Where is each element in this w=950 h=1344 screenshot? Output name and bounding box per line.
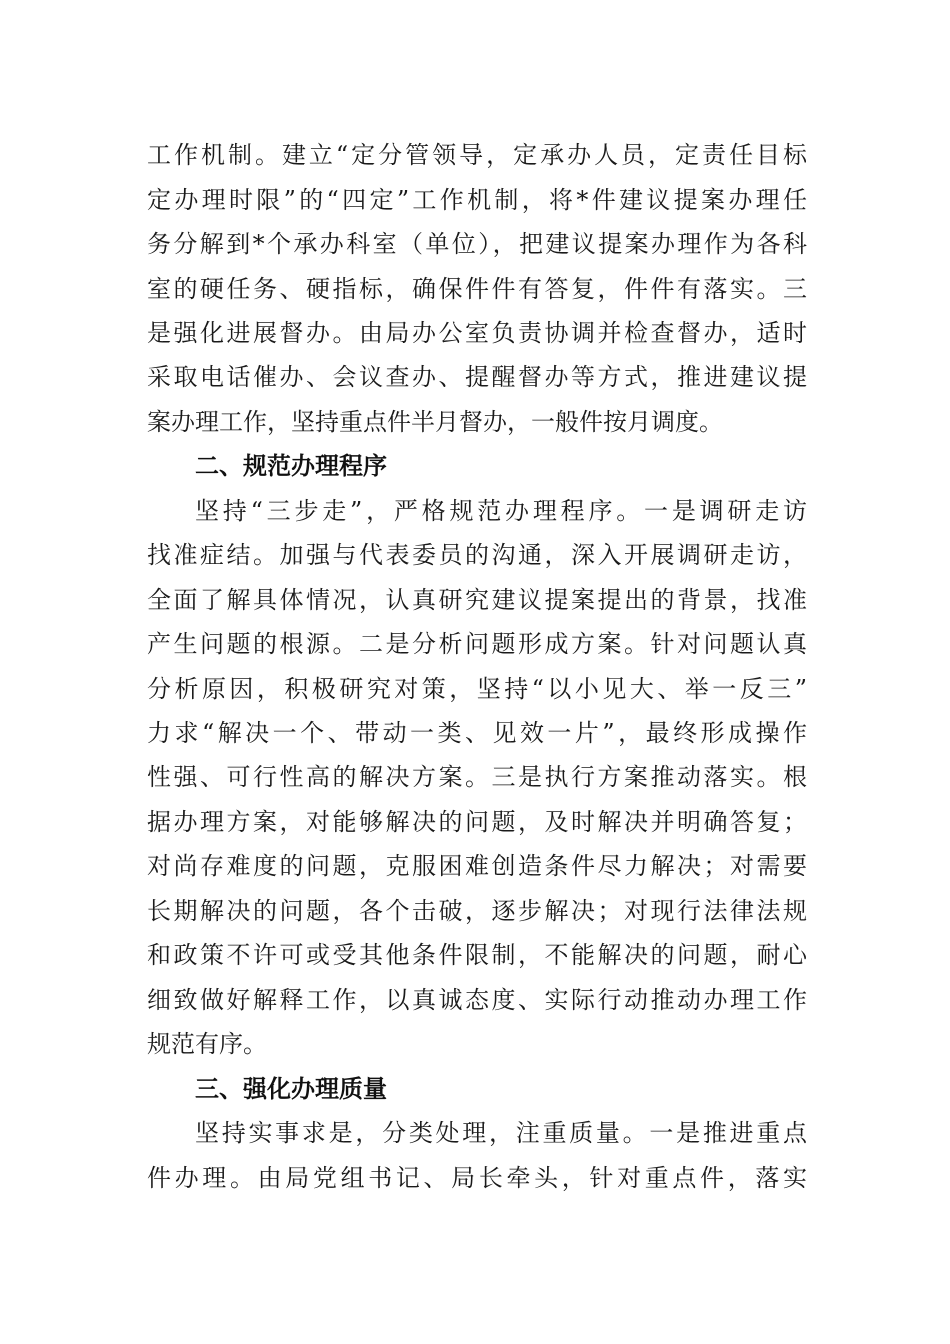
paragraph-line: 对尚存难度的问题，克服困难创造条件尽力解决；对需要 bbox=[147, 852, 807, 880]
paragraph-line: 是强化进展督办。由局办公室负责协调并检查督办，适时 bbox=[147, 319, 807, 347]
paragraph-line: 长期解决的问题，各个击破，逐步解决；对现行法律法规 bbox=[147, 897, 807, 925]
paragraph-line: 坚持实事求是，分类处理，注重质量。一是推进重点 bbox=[195, 1119, 807, 1147]
paragraph-line: 产生问题的根源。二是分析问题形成方案。针对问题认真 bbox=[147, 630, 807, 658]
paragraph-line: 室的硬任务、硬指标，确保件件有答复，件件有落实。三 bbox=[147, 275, 807, 303]
paragraph-line: 和政策不许可或受其他条件限制，不能解决的问题，耐心 bbox=[147, 941, 807, 969]
paragraph-line: 采取电话催办、会议查办、提醒督办等方式，推进建议提 bbox=[147, 363, 807, 391]
paragraph-line: 务分解到*个承办科室（单位），把建议提案办理作为各科 bbox=[147, 230, 807, 258]
paragraph-line: 规范有序。 bbox=[147, 1030, 267, 1058]
paragraph-line: 全面了解具体情况，认真研究建议提案提出的背景，找准 bbox=[147, 586, 807, 614]
paragraph-line: 工作机制。建立“定分管领导，定承办人员，定责任目标 bbox=[147, 141, 807, 169]
paragraph-line: 找准症结。加强与代表委员的沟通，深入开展调研走访， bbox=[147, 541, 807, 569]
paragraph-line: 定办理时限”的“四定”工作机制，将*件建议提案办理任 bbox=[147, 186, 807, 214]
paragraph-line: 力求“解决一个、带动一类、见效一片”，最终形成操作 bbox=[147, 719, 807, 747]
section-heading: 二、规范办理程序 bbox=[195, 452, 387, 480]
paragraph-line: 件办理。由局党组书记、局长牵头，针对重点件，落实 bbox=[147, 1164, 807, 1192]
section-heading: 三、强化办理质量 bbox=[195, 1075, 387, 1103]
paragraph-line: 据办理方案，对能够解决的问题，及时解决并明确答复； bbox=[147, 808, 807, 836]
paragraph-line: 细致做好解释工作，以真诚态度、实际行动推动办理工作 bbox=[147, 986, 807, 1014]
paragraph-line: 分析原因，积极研究对策，坚持“以小见大、举一反三” bbox=[147, 675, 807, 703]
paragraph-line: 案办理工作，坚持重点件半月督办，一般件按月调度。 bbox=[147, 408, 723, 436]
paragraph-line: 性强、可行性高的解决方案。三是执行方案推动落实。根 bbox=[147, 763, 807, 791]
paragraph-line: 坚持“三步走”，严格规范办理程序。一是调研走访 bbox=[195, 497, 807, 525]
